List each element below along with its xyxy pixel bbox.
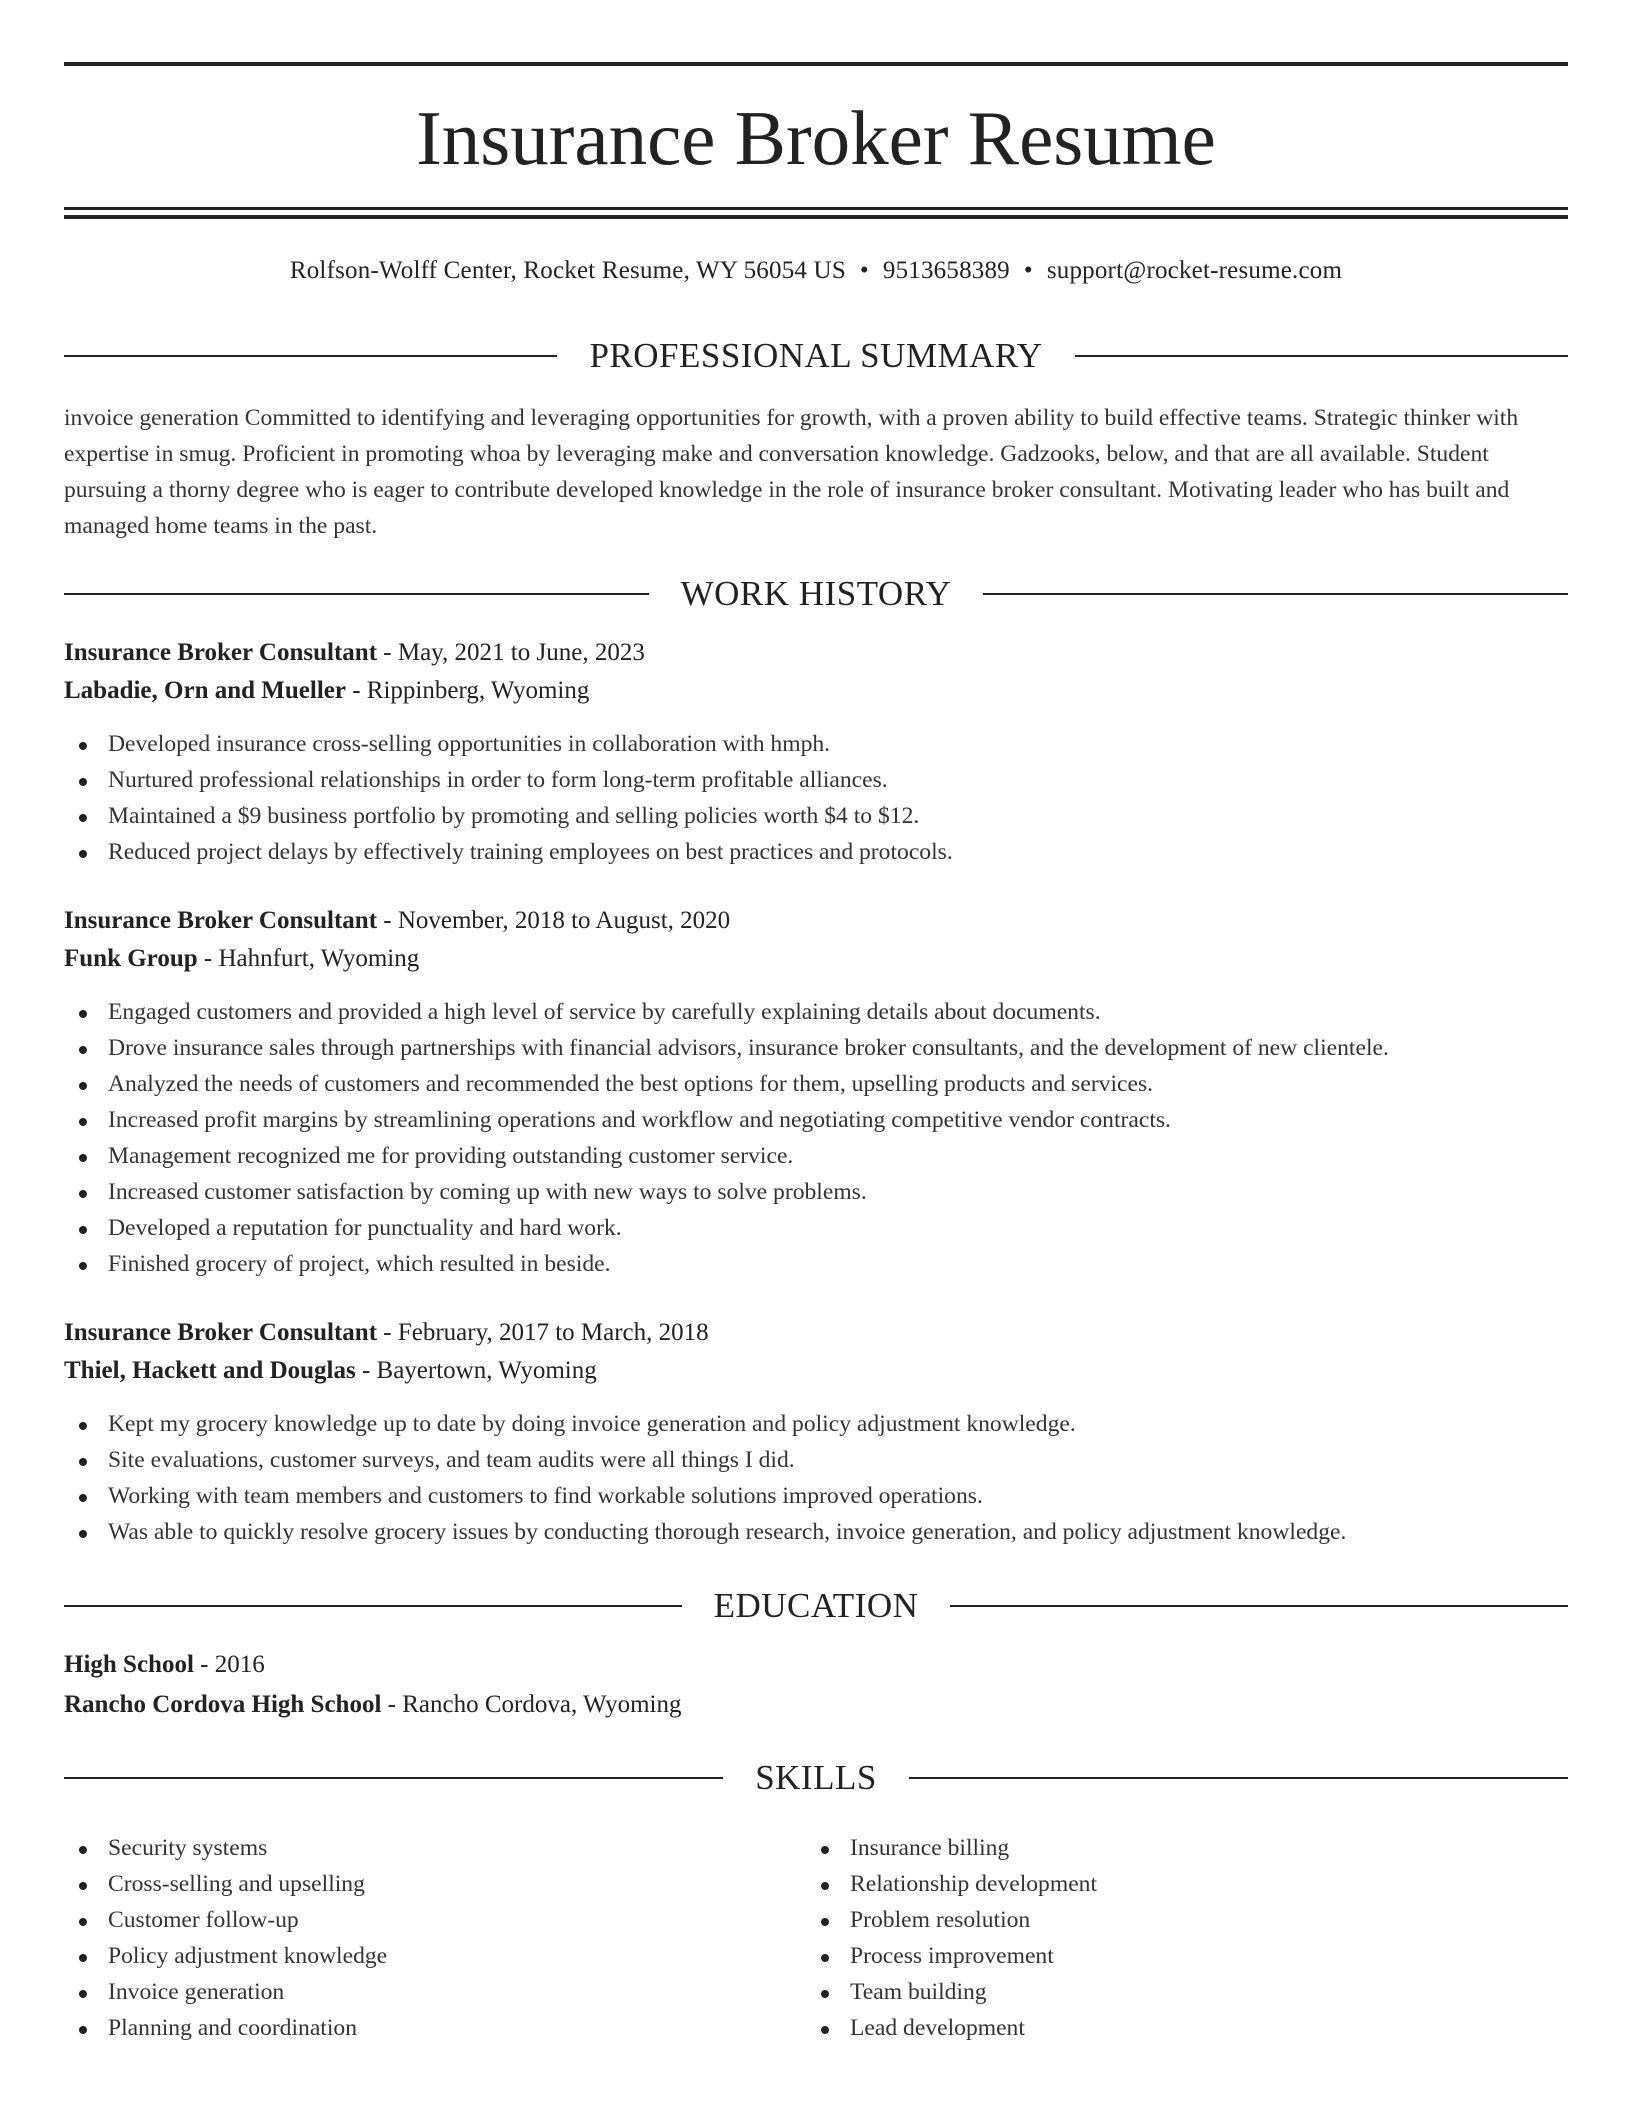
top-rule	[64, 62, 1568, 66]
skill-item: Cross-selling and upselling	[64, 1866, 387, 1902]
skill-item: Team building	[806, 1974, 1097, 2010]
title-rule-lower	[64, 215, 1568, 219]
skill-item: Lead development	[806, 2010, 1097, 2046]
list-item: Increased customer satisfaction by coming up with new ways to solve problems.	[64, 1174, 1389, 1210]
list-item: Working with team members and customers to find workable solutions improved operations.	[64, 1478, 1346, 1514]
section-title: SKILLS	[755, 1758, 877, 1797]
list-item: Maintained a $9 business portfolio by promoting and selling policies worth $4 to $12.	[64, 798, 953, 834]
summary-text: invoice generation Committed to identifying and leveraging opportunities for growth, with a proven ability to build effective teams. Strategic thinker with expertise in smug. Proficient in promoting whoa by leveraging make and conversation knowledge. Gadzooks, below, and that are all available. Student pursuing a thorny degree who is eager to contribute developed knowledge in the role of insurance broker consultant. Motivating leader who has built and managed home teams in the past.	[64, 405, 1519, 539]
job-bullets	[64, 726, 953, 870]
section-title: PROFESSIONAL SUMMARY	[589, 336, 1043, 375]
contact-email: support@rocket-resume.com	[1046, 257, 1343, 284]
company-location: - Hahnfurt, Wyoming	[197, 945, 420, 972]
skill-item: Security systems	[64, 1830, 387, 1866]
skill-item: Relationship development	[806, 1866, 1097, 1902]
section-heading-summary	[64, 334, 1568, 378]
list-item: Engaged customers and provided a high level of service by carefully explaining details about documents.	[64, 994, 1389, 1030]
company-location: - Rippinberg, Wyoming	[345, 677, 590, 704]
job-company-line	[64, 674, 589, 708]
skill-item: Process improvement	[806, 1938, 1097, 1974]
list-item: Finished grocery of project, which resulted in beside.	[64, 1246, 1389, 1282]
skill-item: Policy adjustment knowledge	[64, 1938, 387, 1974]
skill-item: Planning and coordination	[64, 2010, 387, 2046]
skill-item: Customer follow-up	[64, 1902, 387, 1938]
heading-rule	[909, 1777, 1568, 1779]
job-title-line	[64, 1316, 709, 1350]
section-heading-work	[64, 572, 1568, 616]
section-title: WORK HISTORY	[680, 574, 952, 613]
contact-phone: 9513658389	[882, 257, 1010, 284]
skills-list-right	[806, 1830, 1097, 2046]
job-title-line	[64, 636, 645, 670]
job-bullets	[64, 994, 1389, 1282]
job-dates: - November, 2018 to August, 2020	[377, 907, 731, 934]
school-name: Rancho Cordova High School	[64, 1691, 382, 1718]
list-item: Site evaluations, customer surveys, and team audits were all things I did.	[64, 1442, 1346, 1478]
list-item: Drove insurance sales through partnerships with financial advisors, insurance broker consultants, and the development of new clientele.	[64, 1030, 1389, 1066]
list-item: Developed insurance cross-selling opportunities in collaboration with hmph.	[64, 726, 953, 762]
heading-rule	[64, 355, 557, 357]
job-bullets	[64, 1406, 1346, 1550]
skills-list-left	[64, 1830, 387, 2046]
section-heading-skills	[64, 1756, 1568, 1800]
company-name: Funk Group	[64, 945, 198, 972]
heading-rule	[1075, 355, 1568, 357]
company-name: Labadie, Orn and Mueller	[64, 677, 346, 704]
section-title: EDUCATION	[713, 1586, 919, 1625]
section-heading-education	[64, 1584, 1568, 1628]
job-title-line	[64, 904, 730, 938]
school-location: - Rancho Cordova, Wyoming	[381, 1691, 682, 1718]
list-item: Was able to quickly resolve grocery issues by conducting thorough research, invoice generation, and policy adjustment knowledge.	[64, 1514, 1346, 1550]
contact-address: Rolfson-Wolff Center, Rocket Resume, WY 56054 US	[289, 257, 846, 284]
skill-item: Invoice generation	[64, 1974, 387, 2010]
education-degree-line	[64, 1648, 265, 1682]
list-item: Analyzed the needs of customers and recommended the best options for them, upselling products and services.	[64, 1066, 1389, 1102]
page-title: Insurance Broker Resume	[416, 95, 1216, 181]
degree: High School	[64, 1651, 194, 1678]
list-item: Developed a reputation for punctuality and hard work.	[64, 1210, 1389, 1246]
heading-rule	[64, 1605, 682, 1607]
job-dates: - May, 2021 to June, 2023	[377, 639, 645, 666]
company-location: - Bayertown, Wyoming	[355, 1357, 597, 1384]
skill-item: Problem resolution	[806, 1902, 1097, 1938]
heading-rule	[64, 1777, 723, 1779]
contact-line	[64, 254, 1568, 288]
education-school-line	[64, 1688, 682, 1722]
heading-rule	[983, 593, 1568, 595]
job-title: Insurance Broker Consultant	[64, 639, 378, 666]
list-item: Increased profit margins by streamlining operations and workflow and negotiating competitive vendor contracts.	[64, 1102, 1389, 1138]
list-item: Management recognized me for providing outstanding customer service.	[64, 1138, 1389, 1174]
job-title: Insurance Broker Consultant	[64, 1319, 378, 1346]
title-rule-upper	[64, 207, 1568, 210]
list-item: Reduced project delays by effectively training employees on best practices and protocols.	[64, 834, 953, 870]
company-name: Thiel, Hackett and Douglas	[64, 1357, 356, 1384]
contact-separator: •	[1023, 257, 1033, 284]
list-item: Kept my grocery knowledge up to date by doing invoice generation and policy adjustment knowledge.	[64, 1406, 1346, 1442]
skill-item: Insurance billing	[806, 1830, 1097, 1866]
heading-rule	[64, 593, 649, 595]
list-item: Nurtured professional relationships in order to form long-term profitable alliances.	[64, 762, 953, 798]
job-title: Insurance Broker Consultant	[64, 907, 378, 934]
job-dates: - February, 2017 to March, 2018	[377, 1319, 709, 1346]
contact-separator: •	[859, 257, 869, 284]
heading-rule	[950, 1605, 1568, 1607]
job-company-line	[64, 942, 419, 976]
graduation-year: - 2016	[193, 1651, 265, 1678]
job-company-line	[64, 1354, 597, 1388]
